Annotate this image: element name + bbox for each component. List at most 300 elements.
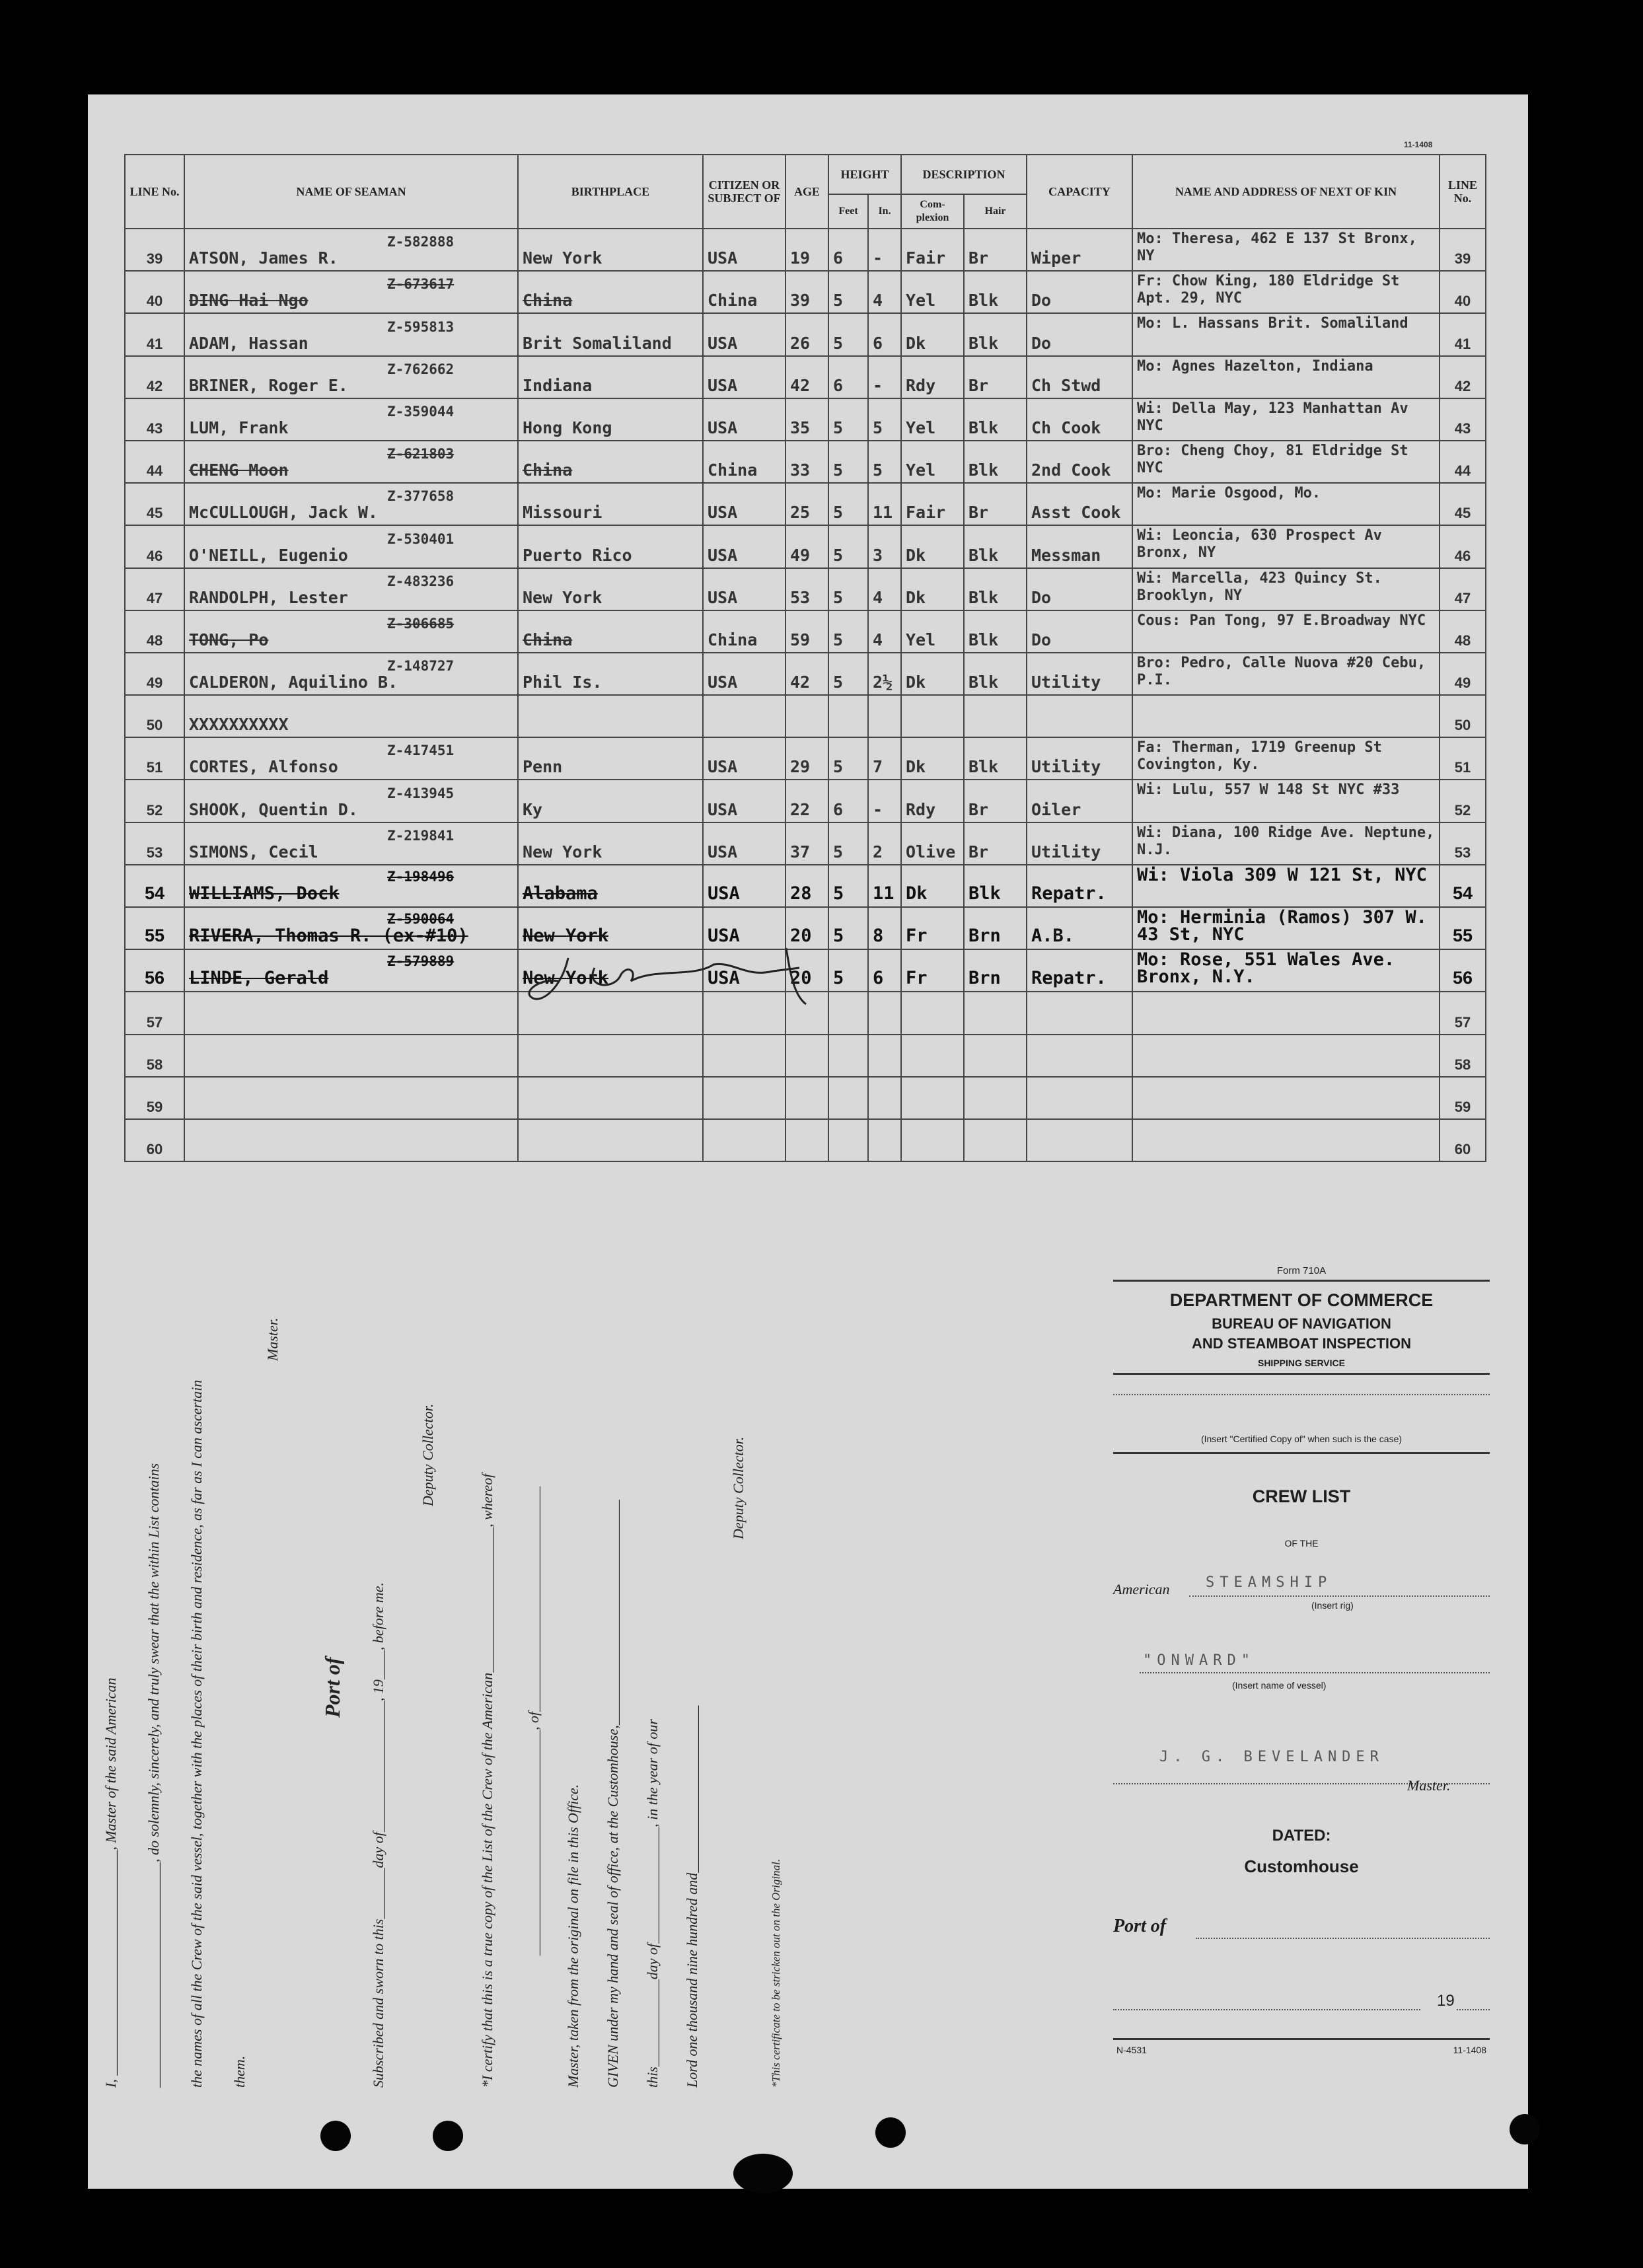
- cover-vessel-name: "ONWARD": [1143, 1652, 1255, 1669]
- complexion-cell: Dk: [901, 653, 964, 695]
- cover-rig-note: (Insert rig): [1311, 1600, 1354, 1611]
- line-no-cell: 54: [125, 865, 184, 907]
- birthplace-cell: New York: [518, 568, 703, 610]
- height-feet-cell: 5: [828, 525, 868, 567]
- seaman-number: Z-579889: [387, 953, 455, 970]
- cover-of-the: OF THE: [1284, 1538, 1319, 1549]
- height-inches-cell: [868, 1035, 901, 1077]
- line-no-right-cell: 55: [1440, 907, 1486, 949]
- line-no-cell: 50: [125, 695, 184, 737]
- table-row: [125, 823, 1486, 865]
- hair-cell: Blk: [964, 653, 1027, 695]
- height-feet-cell: 5: [828, 907, 868, 949]
- complexion-cell: Dk: [901, 865, 964, 907]
- oath-deputy-collector-1: Deputy Collector.: [420, 1403, 436, 1506]
- cover-dated: DATED:: [1272, 1827, 1331, 1845]
- age-cell: [785, 1035, 828, 1077]
- capacity-cell: Ch Cook: [1027, 398, 1132, 441]
- hair-cell: [964, 992, 1027, 1034]
- col-description: DESCRIPTION: [901, 155, 1027, 194]
- cover-certified-note: (Insert "Certified Copy of" when such is the case): [1200, 1434, 1403, 1444]
- capacity-cell: [1027, 1035, 1132, 1077]
- cover-shipping-service: SHIPPING SERVICE: [1257, 1358, 1345, 1368]
- seaman-name-cell: [184, 313, 518, 355]
- hair-cell: [964, 1035, 1027, 1077]
- line-no-right-cell: 51: [1440, 737, 1486, 780]
- punch-hole: [875, 2117, 906, 2148]
- seaman-number: Z-590064: [387, 911, 455, 928]
- citizen-cell: USA: [703, 356, 785, 398]
- col-complexion: Com-plexion: [901, 194, 964, 229]
- line-no-cell: 56: [125, 949, 184, 992]
- citizen-cell: USA: [703, 653, 785, 695]
- next-of-kin-cell: Wi: Lulu, 557 W 148 St NYC #33: [1132, 780, 1440, 822]
- seaman-number: Z-762662: [387, 361, 455, 377]
- seaman-name: SIMONS, Cecil: [189, 842, 318, 861]
- table-row: [125, 441, 1486, 483]
- capacity-cell: Utility: [1027, 737, 1132, 780]
- seaman-name-cell: [184, 780, 518, 822]
- height-inches-cell: [868, 1077, 901, 1119]
- table-row: [125, 356, 1486, 398]
- birthplace-cell: Ky: [518, 780, 703, 822]
- hair-cell: Br: [964, 483, 1027, 525]
- cover-code-left: N-4531: [1116, 2045, 1147, 2055]
- next-of-kin-cell: Mo: Marie Osgood, Mo.: [1132, 483, 1440, 525]
- line-no-right-cell: 50: [1440, 695, 1486, 737]
- next-of-kin-cell: Wi: Leoncia, 630 Prospect Av Bronx, NY: [1132, 525, 1440, 567]
- seaman-name-cell: [184, 1077, 518, 1119]
- complexion-cell: [901, 1077, 964, 1119]
- height-inches-cell: 2½: [868, 653, 901, 695]
- height-inches-cell: 4: [868, 271, 901, 313]
- capacity-cell: Repatr.: [1027, 865, 1132, 907]
- complexion-cell: Yel: [901, 441, 964, 483]
- seaman-name-cell: [184, 865, 518, 907]
- age-cell: 20: [785, 907, 828, 949]
- line-no-right-cell: 45: [1440, 483, 1486, 525]
- hair-cell: Blk: [964, 441, 1027, 483]
- capacity-cell: [1027, 992, 1132, 1034]
- seaman-name: XXXXXXXXXX: [189, 715, 289, 735]
- seaman-number: Z-377658: [387, 488, 455, 505]
- seaman-name-cell: [184, 823, 518, 865]
- hair-cell: [964, 1077, 1027, 1119]
- citizen-cell: USA: [703, 568, 785, 610]
- hair-cell: Blk: [964, 313, 1027, 355]
- height-feet-cell: 5: [828, 949, 868, 992]
- birthplace-cell: New York: [518, 229, 703, 271]
- citizen-cell: USA: [703, 737, 785, 780]
- table-row: [125, 610, 1486, 653]
- oath-whereof: _______________________________, of_______________________________: [525, 1486, 542, 1956]
- seaman-number: Z-359044: [387, 403, 455, 420]
- birthplace-cell: Brit Somaliland: [518, 313, 703, 355]
- age-cell: 20: [785, 949, 828, 992]
- seaman-name-cell: [184, 992, 518, 1034]
- height-inches-cell: 6: [868, 949, 901, 992]
- table-row: [125, 568, 1486, 610]
- birthplace-cell: Phil Is.: [518, 653, 703, 695]
- capacity-cell: [1027, 695, 1132, 737]
- line-no-cell: 41: [125, 313, 184, 355]
- age-cell: 49: [785, 525, 828, 567]
- height-inches-cell: -: [868, 780, 901, 822]
- next-of-kin-cell: Mo: Theresa, 462 E 137 St Bronx, NY: [1132, 229, 1440, 271]
- punch-hole: [320, 2121, 351, 2151]
- citizen-cell: China: [703, 610, 785, 653]
- seaman-name: RANDOLPH, Lester: [189, 587, 348, 607]
- line-no-cell: 53: [125, 823, 184, 865]
- oath-footnote: *This certificate to be stricken out on the Original.: [770, 1858, 782, 2088]
- capacity-cell: A.B.: [1027, 907, 1132, 949]
- oath-certify: *I certify that this is a true copy of the List of the Crew of the American____________________, whereof: [479, 1473, 495, 2088]
- height-inches-cell: 4: [868, 568, 901, 610]
- citizen-cell: USA: [703, 907, 785, 949]
- complexion-cell: Fr: [901, 949, 964, 992]
- seaman-name: LINDE, Gerald: [189, 968, 329, 989]
- line-no-right-cell: 54: [1440, 865, 1486, 907]
- height-feet-cell: 5: [828, 865, 868, 907]
- capacity-cell: Utility: [1027, 653, 1132, 695]
- height-inches-cell: 5: [868, 441, 901, 483]
- birthplace-cell: China: [518, 271, 703, 313]
- height-feet-cell: 6: [828, 229, 868, 271]
- next-of-kin-cell: [1132, 1119, 1440, 1161]
- complexion-cell: Rdy: [901, 356, 964, 398]
- cover-american: American: [1113, 1581, 1170, 1597]
- seaman-name-cell: [184, 271, 518, 313]
- line-no-right-cell: 40: [1440, 271, 1486, 313]
- height-inches-cell: 2: [868, 823, 901, 865]
- hair-cell: Blk: [964, 737, 1027, 780]
- age-cell: 53: [785, 568, 828, 610]
- seaman-name-cell: [184, 1035, 518, 1077]
- citizen-cell: USA: [703, 949, 785, 992]
- seaman-name-cell: [184, 949, 518, 992]
- complexion-cell: Fair: [901, 229, 964, 271]
- hair-cell: Blk: [964, 398, 1027, 441]
- line-no-cell: 43: [125, 398, 184, 441]
- seaman-name: DING Hai Ngo: [189, 291, 309, 311]
- cover-year: 19: [1437, 1992, 1455, 2010]
- next-of-kin-cell: Mo: Agnes Hazelton, Indiana: [1132, 356, 1440, 398]
- seaman-name: WILLIAMS, Dock: [189, 883, 340, 904]
- seaman-name: CALDERON, Aquilino B.: [189, 673, 398, 692]
- line-no-cell: 48: [125, 610, 184, 653]
- next-of-kin-cell: [1132, 992, 1440, 1034]
- oath-master-original: Master, taken from the original on file in this Office.: [565, 1784, 581, 2088]
- punch-hole: [1510, 2114, 1540, 2144]
- next-of-kin-cell: Wi: Viola 309 W 121 St, NYC: [1132, 865, 1440, 907]
- age-cell: 42: [785, 356, 828, 398]
- oath-port-of: Port of: [320, 1657, 344, 1718]
- seaman-name: TONG, Po: [189, 630, 269, 649]
- complexion-cell: Fair: [901, 483, 964, 525]
- line-no-right-cell: 59: [1440, 1077, 1486, 1119]
- oath-line-1: I, _______________________________, Master of the said American: [102, 1677, 119, 2088]
- age-cell: 28: [785, 865, 828, 907]
- line-no-cell: 45: [125, 483, 184, 525]
- seaman-name: BRINER, Roger E.: [189, 375, 348, 395]
- back-cover: [1113, 1265, 1490, 2065]
- hair-cell: Brn: [964, 949, 1027, 992]
- torn-edge: [733, 2154, 793, 2193]
- hair-cell: Brn: [964, 907, 1027, 949]
- complexion-cell: Rdy: [901, 780, 964, 822]
- capacity-cell: 2nd Cook: [1027, 441, 1132, 483]
- birthplace-cell: New York: [518, 907, 703, 949]
- line-no-cell: 51: [125, 737, 184, 780]
- oath-deputy-collector-2: Deputy Collector.: [730, 1436, 747, 1539]
- citizen-cell: USA: [703, 398, 785, 441]
- next-of-kin-cell: Fr: Chow King, 180 Eldridge St Apt. 29, NYC: [1132, 271, 1440, 313]
- age-cell: 25: [785, 483, 828, 525]
- next-of-kin-cell: [1132, 1077, 1440, 1119]
- cover-port-of: Port of: [1113, 1916, 1167, 1936]
- height-feet-cell: 5: [828, 271, 868, 313]
- height-feet-cell: 5: [828, 568, 868, 610]
- age-cell: [785, 695, 828, 737]
- line-no-right-cell: 53: [1440, 823, 1486, 865]
- oath-line-2: _______________________________, do solemnly, sincerely, and truly swear that the within List contains: [145, 1463, 162, 2088]
- cover-master-label: Master.: [1407, 1777, 1451, 1794]
- hair-cell: Blk: [964, 525, 1027, 567]
- next-of-kin-cell: [1132, 1035, 1440, 1077]
- birthplace-cell: [518, 1119, 703, 1161]
- table-row: [125, 313, 1486, 355]
- line-no-cell: 58: [125, 1035, 184, 1077]
- seaman-number: Z-530401: [387, 530, 455, 547]
- oath-section: [102, 1189, 994, 2094]
- height-inches-cell: 3: [868, 525, 901, 567]
- age-cell: 29: [785, 737, 828, 780]
- table-row: [125, 737, 1486, 780]
- citizen-cell: USA: [703, 865, 785, 907]
- citizen-cell: China: [703, 441, 785, 483]
- complexion-cell: Fr: [901, 907, 964, 949]
- citizen-cell: [703, 1077, 785, 1119]
- next-of-kin-cell: [1132, 695, 1440, 737]
- height-inches-cell: 5: [868, 398, 901, 441]
- seaman-number: Z-219841: [387, 827, 455, 844]
- capacity-cell: Do: [1027, 610, 1132, 653]
- line-no-cell: 47: [125, 568, 184, 610]
- seaman-name-cell: [184, 695, 518, 737]
- seaman-number: Z-595813: [387, 318, 455, 335]
- citizen-cell: [703, 695, 785, 737]
- cover-code-right: 11-1408: [1453, 2045, 1486, 2055]
- oath-line-3: the names of all the Crew of the said vessel, together with the places of their birth and residence, as far as I can ascertain: [188, 1379, 205, 2088]
- height-feet-cell: 5: [828, 398, 868, 441]
- line-no-right-cell: 49: [1440, 653, 1486, 695]
- seaman-number: Z-198496: [387, 869, 455, 885]
- col-line-no-right: LINE No.: [1440, 155, 1486, 229]
- complexion-cell: [901, 1035, 964, 1077]
- hair-cell: Br: [964, 356, 1027, 398]
- height-inches-cell: -: [868, 356, 901, 398]
- height-inches-cell: 11: [868, 865, 901, 907]
- punch-hole: [433, 2121, 463, 2151]
- birthplace-cell: Missouri: [518, 483, 703, 525]
- capacity-cell: Wiper: [1027, 229, 1132, 271]
- capacity-cell: [1027, 1119, 1132, 1161]
- line-no-right-cell: 46: [1440, 525, 1486, 567]
- age-cell: 26: [785, 313, 828, 355]
- table-row: [125, 1077, 1486, 1119]
- birthplace-cell: New York: [518, 949, 703, 992]
- seaman-name: SHOOK, Quentin D.: [189, 799, 358, 819]
- citizen-cell: [703, 1119, 785, 1161]
- birthplace-cell: China: [518, 441, 703, 483]
- line-no-cell: 60: [125, 1119, 184, 1161]
- age-cell: [785, 1077, 828, 1119]
- capacity-cell: Do: [1027, 313, 1132, 355]
- line-no-right-cell: 58: [1440, 1035, 1486, 1077]
- table-row: [125, 780, 1486, 822]
- height-feet-cell: 5: [828, 737, 868, 780]
- age-cell: 39: [785, 271, 828, 313]
- birthplace-cell: [518, 695, 703, 737]
- table-row: [125, 525, 1486, 567]
- birthplace-cell: Penn: [518, 737, 703, 780]
- seaman-name-cell: [184, 737, 518, 780]
- height-inches-cell: -: [868, 229, 901, 271]
- seaman-name: ADAM, Hassan: [189, 333, 309, 353]
- height-feet-cell: [828, 1035, 868, 1077]
- seaman-number: Z-417451: [387, 743, 455, 759]
- seaman-number: Z-621803: [387, 446, 455, 462]
- seaman-name-cell: [184, 356, 518, 398]
- oath-master-label: Master.: [264, 1317, 281, 1361]
- citizen-cell: [703, 1035, 785, 1077]
- seaman-name-cell: [184, 907, 518, 949]
- complexion-cell: Yel: [901, 610, 964, 653]
- birthplace-cell: Puerto Rico: [518, 525, 703, 567]
- seaman-name-cell: [184, 229, 518, 271]
- age-cell: 37: [785, 823, 828, 865]
- table-row: [125, 229, 1486, 271]
- seaman-number: Z-582888: [387, 234, 455, 250]
- seaman-name-cell: [184, 610, 518, 653]
- next-of-kin-cell: Bro: Pedro, Calle Nuova #20 Cebu, P.I.: [1132, 653, 1440, 695]
- height-feet-cell: 6: [828, 356, 868, 398]
- age-cell: 35: [785, 398, 828, 441]
- cover-rig: STEAMSHIP: [1206, 1574, 1333, 1591]
- seaman-name: RIVERA, Thomas R. (ex-#10): [189, 926, 468, 947]
- table-row: [125, 1119, 1486, 1161]
- table-row: [125, 398, 1486, 441]
- col-citizen: CITIZEN OR SUBJECT OF: [703, 155, 785, 229]
- capacity-cell: Ch Stwd: [1027, 356, 1132, 398]
- next-of-kin-cell: Mo: Herminia (Ramos) 307 W. 43 St, NYC: [1132, 907, 1440, 949]
- hair-cell: Blk: [964, 271, 1027, 313]
- table-row: [125, 1035, 1486, 1077]
- seaman-name-cell: [184, 398, 518, 441]
- hair-cell: [964, 1119, 1027, 1161]
- age-cell: 42: [785, 653, 828, 695]
- age-cell: 22: [785, 780, 828, 822]
- hair-cell: [964, 695, 1027, 737]
- capacity-cell: Oiler: [1027, 780, 1132, 822]
- next-of-kin-cell: Fa: Therman, 1719 Greenup St Covington, Ky.: [1132, 737, 1440, 780]
- cover-vessel-note: (Insert name of vessel): [1232, 1680, 1327, 1691]
- col-inches: In.: [868, 194, 901, 229]
- citizen-cell: USA: [703, 229, 785, 271]
- next-of-kin-cell: Wi: Marcella, 423 Quincy St. Brooklyn, NY: [1132, 568, 1440, 610]
- line-no-cell: 46: [125, 525, 184, 567]
- table-row: [125, 653, 1486, 695]
- line-no-right-cell: 43: [1440, 398, 1486, 441]
- height-feet-cell: [828, 695, 868, 737]
- line-no-right-cell: 56: [1440, 949, 1486, 992]
- line-no-cell: 57: [125, 992, 184, 1034]
- birthplace-cell: New York: [518, 823, 703, 865]
- oath-subscribed: Subscribed and sworn to this_______day of__________________, 19____, before me.: [370, 1582, 386, 2088]
- seaman-name: McCULLOUGH, Jack W.: [189, 503, 378, 523]
- height-feet-cell: [828, 1077, 868, 1119]
- complexion-cell: [901, 992, 964, 1034]
- complexion-cell: Dk: [901, 313, 964, 355]
- table-row: [125, 695, 1486, 737]
- seaman-name-cell: [184, 653, 518, 695]
- hair-cell: Br: [964, 823, 1027, 865]
- age-cell: 33: [785, 441, 828, 483]
- seaman-name: LUM, Frank: [189, 418, 289, 437]
- seaman-name-cell: [184, 525, 518, 567]
- capacity-cell: [1027, 1077, 1132, 1119]
- hair-cell: Blk: [964, 865, 1027, 907]
- height-feet-cell: 5: [828, 610, 868, 653]
- seaman-name: CORTES, Alfonso: [189, 757, 338, 777]
- cover-department: DEPARTMENT OF COMMERCE: [1169, 1290, 1434, 1310]
- crew-table-body: [125, 229, 1486, 1161]
- seaman-number: Z-483236: [387, 573, 455, 589]
- handwritten-signature: [522, 941, 865, 1021]
- height-feet-cell: 5: [828, 313, 868, 355]
- birthplace-cell: [518, 1035, 703, 1077]
- height-feet-cell: 5: [828, 823, 868, 865]
- complexion-cell: Yel: [901, 398, 964, 441]
- complexion-cell: [901, 1119, 964, 1161]
- height-inches-cell: 6: [868, 313, 901, 355]
- birthplace-cell: Alabama: [518, 865, 703, 907]
- capacity-cell: Utility: [1027, 823, 1132, 865]
- oath-lord: Lord one thousand nine hundred and_______________________: [684, 1705, 700, 2088]
- seaman-name: CHENG Moon: [189, 460, 289, 480]
- line-no-cell: 40: [125, 271, 184, 313]
- height-feet-cell: 5: [828, 441, 868, 483]
- height-feet-cell: 5: [828, 483, 868, 525]
- table-row: [125, 865, 1486, 907]
- complexion-cell: Olive: [901, 823, 964, 865]
- col-hair: Hair: [964, 194, 1027, 229]
- next-of-kin-cell: Cous: Pan Tong, 97 E.Broadway NYC: [1132, 610, 1440, 653]
- form-code: 11-1408: [1404, 140, 1433, 149]
- citizen-cell: USA: [703, 525, 785, 567]
- complexion-cell: [901, 695, 964, 737]
- seaman-name-cell: [184, 568, 518, 610]
- seaman-name: ATSON, James R.: [189, 248, 338, 268]
- col-height: HEIGHT: [828, 155, 901, 194]
- cover-crew-list: CREW LIST: [1252, 1486, 1351, 1506]
- line-no-right-cell: 52: [1440, 780, 1486, 822]
- capacity-cell: Messman: [1027, 525, 1132, 567]
- citizen-cell: USA: [703, 780, 785, 822]
- age-cell: [785, 1119, 828, 1161]
- cover-form-no: Form 710A: [1276, 1265, 1327, 1276]
- line-no-cell: 55: [125, 907, 184, 949]
